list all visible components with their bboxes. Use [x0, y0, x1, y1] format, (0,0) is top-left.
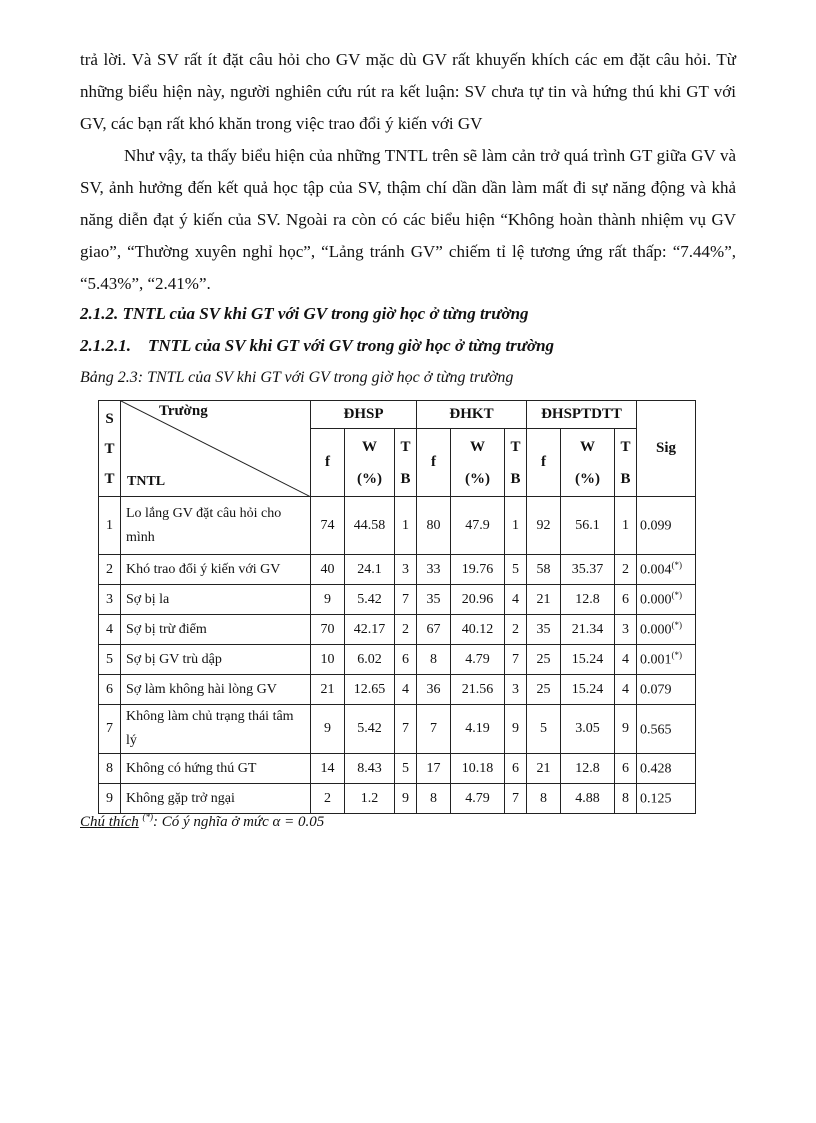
- paragraph-1: trả lời. Và SV rất ít đặt câu hỏi cho GV mặc dù GV rất khuyến khích các em đặt câu hỏi. Từ những biểu hiện này, người nghiên cứu rút ra kết luận: SV chưa tự tin và hứng thú khi GT với GV, các bạn rất khó khăn trong việc trao đổi ý kiến với GV: [80, 50, 736, 133]
- subsection-heading: [80, 336, 554, 356]
- barrier-label: Khó trao đổi ý kiến với GV: [121, 555, 311, 585]
- results-table: [98, 400, 696, 814]
- barrier-label: Sợ bị trừ điểm: [121, 615, 311, 645]
- row-number: 4: [99, 615, 121, 645]
- rank-cell: 7: [395, 585, 417, 615]
- barrier-label: Không có hứng thú GT: [121, 754, 311, 784]
- note-text: : Có ý nghĩa ở mức α = 0.05: [153, 814, 325, 830]
- rank-header: [615, 429, 637, 497]
- percent-cell: 6.02: [345, 645, 395, 675]
- barrier-label: Lo lắng GV đặt câu hỏi cho mình: [121, 497, 311, 555]
- rank-cell: 1: [615, 497, 637, 555]
- rank-header-line: T: [510, 438, 521, 455]
- table-row: [99, 754, 696, 784]
- rank-cell: 4: [395, 675, 417, 705]
- percent-cell: 21.56: [451, 675, 505, 705]
- sig-cell: [637, 675, 696, 705]
- rank-cell: 4: [615, 645, 637, 675]
- percent-cell: 19.76: [451, 555, 505, 585]
- rank-cell: 6: [615, 754, 637, 784]
- table-row: [99, 497, 696, 555]
- paragraph-2: Như vậy, ta thấy biểu hiện của những TNTL trên sẽ làm cản trở quá trình GT giữa GV và SV, ảnh hưởng đến kết quả học tập của SV, thậm chí dần dần làm mất đi sự năng động và khả năng diễn đạt ý kiến của SV. Ngoài ra còn có các biểu hiện “Không hoàn thành nhiệm vụ GV giao”, “Thường xuyên nghỉ học”, “Lảng tránh GV” chiếm tỉ lệ tương ứng rất thấp: “7.44%”, “5.43%”, “2.41%”.: [80, 146, 736, 293]
- freq-cell: 40: [311, 555, 345, 585]
- rank-cell: 2: [505, 615, 527, 645]
- rank-header-line: B: [620, 470, 631, 487]
- freq-cell: 74: [311, 497, 345, 555]
- corner-header: [121, 401, 311, 497]
- percent-cell: 40.12: [451, 615, 505, 645]
- percent-header: [561, 429, 615, 497]
- barrier-label: Sợ bị la: [121, 585, 311, 615]
- row-number: 9: [99, 784, 121, 814]
- sig-cell: [637, 645, 696, 675]
- row-number: 6: [99, 675, 121, 705]
- sig-cell: [637, 585, 696, 615]
- sig-cell: [637, 497, 696, 555]
- percent-cell: 3.05: [561, 705, 615, 754]
- sig-header: Sig: [637, 401, 696, 497]
- freq-cell: 7: [417, 705, 451, 754]
- rank-cell: 1: [395, 497, 417, 555]
- freq-header: f: [311, 429, 345, 497]
- subsection-title: TNTL của SV khi GT với GV trong giờ học ở từng trường: [148, 336, 555, 355]
- significance-mark: (*): [671, 590, 682, 601]
- row-number: 8: [99, 754, 121, 784]
- freq-cell: 17: [417, 754, 451, 784]
- table-row: [99, 555, 696, 585]
- corner-top-label: Trường: [159, 403, 208, 419]
- rank-header-line: T: [620, 438, 631, 455]
- rank-cell: 6: [615, 585, 637, 615]
- note-mark: (*): [142, 812, 153, 822]
- row-number: 7: [99, 705, 121, 754]
- percent-cell: 4.79: [451, 645, 505, 675]
- freq-cell: 10: [311, 645, 345, 675]
- percent-cell: 12.65: [345, 675, 395, 705]
- percent-cell: 10.18: [451, 754, 505, 784]
- percent-cell: 44.58: [345, 497, 395, 555]
- sig-value: 0.000: [640, 592, 672, 608]
- percent-cell: 4.79: [451, 784, 505, 814]
- sig-cell: [637, 555, 696, 585]
- rank-cell: 2: [615, 555, 637, 585]
- rank-cell: 4: [505, 585, 527, 615]
- freq-cell: 21: [527, 585, 561, 615]
- freq-cell: 80: [417, 497, 451, 555]
- freq-header: f: [527, 429, 561, 497]
- sig-value: 0.079: [640, 682, 672, 698]
- school-header: ĐHKT: [417, 401, 527, 429]
- sig-value: 0.004: [640, 562, 672, 578]
- freq-cell: 67: [417, 615, 451, 645]
- sig-value: 0.099: [640, 518, 672, 534]
- percent-cell: 15.24: [561, 675, 615, 705]
- subsection-number: 2.1.2.1.: [80, 336, 131, 355]
- significance-mark: (*): [671, 650, 682, 661]
- rank-cell: 6: [505, 754, 527, 784]
- rank-header: [505, 429, 527, 497]
- percent-cell: 15.24: [561, 645, 615, 675]
- freq-cell: 2: [311, 784, 345, 814]
- percent-cell: 47.9: [451, 497, 505, 555]
- row-number: 2: [99, 555, 121, 585]
- freq-cell: 8: [527, 784, 561, 814]
- school-header: ĐHSP: [311, 401, 417, 429]
- rank-cell: 9: [395, 784, 417, 814]
- freq-cell: 35: [417, 585, 451, 615]
- percent-cell: 12.8: [561, 754, 615, 784]
- sig-value: 0.001: [640, 652, 672, 668]
- rank-cell: 6: [395, 645, 417, 675]
- table-row: [99, 585, 696, 615]
- table-row: [99, 784, 696, 814]
- rank-header-line: T: [400, 438, 411, 455]
- freq-cell: 9: [311, 705, 345, 754]
- barrier-label: Sợ bị GV trù dập: [121, 645, 311, 675]
- school-header: ĐHSPTDTT: [527, 401, 637, 429]
- section-heading: 2.1.2. TNTL của SV khi GT với GV trong giờ học ở từng trường: [80, 304, 529, 323]
- barrier-label: Sợ làm không hài lòng GV: [121, 675, 311, 705]
- barrier-label: Không làm chủ trạng thái tâm lý: [121, 705, 311, 754]
- sig-cell: [637, 784, 696, 814]
- freq-cell: 21: [527, 754, 561, 784]
- percent-cell: 1.2: [345, 784, 395, 814]
- rank-cell: 5: [505, 555, 527, 585]
- freq-cell: 92: [527, 497, 561, 555]
- sig-value: 0.428: [640, 761, 672, 777]
- percent-cell: 20.96: [451, 585, 505, 615]
- percent-cell: 21.34: [561, 615, 615, 645]
- table-row: [99, 615, 696, 645]
- sig-value: 0.565: [640, 722, 672, 738]
- stt-letter: T: [104, 470, 115, 487]
- freq-cell: 35: [527, 615, 561, 645]
- percent-cell: 42.17: [345, 615, 395, 645]
- percent-cell: 4.19: [451, 705, 505, 754]
- rank-cell: 8: [615, 784, 637, 814]
- rank-cell: 3: [395, 555, 417, 585]
- freq-cell: 70: [311, 615, 345, 645]
- significance-mark: (*): [671, 560, 682, 571]
- rank-cell: 9: [615, 705, 637, 754]
- percent-header-line: W: [362, 438, 377, 455]
- row-number: 5: [99, 645, 121, 675]
- percent-cell: 24.1: [345, 555, 395, 585]
- percent-cell: 56.1: [561, 497, 615, 555]
- rank-cell: 2: [395, 615, 417, 645]
- rank-header: [395, 429, 417, 497]
- freq-cell: 33: [417, 555, 451, 585]
- barrier-label: Không gặp trở ngại: [121, 784, 311, 814]
- freq-cell: 8: [417, 645, 451, 675]
- rank-cell: 1: [505, 497, 527, 555]
- rank-cell: 4: [615, 675, 637, 705]
- table-row: [99, 705, 696, 754]
- freq-cell: 58: [527, 555, 561, 585]
- percent-header-line: W: [470, 438, 485, 455]
- percent-header: [451, 429, 505, 497]
- table-note: [80, 812, 324, 831]
- sig-cell: [637, 705, 696, 754]
- percent-header-line: W: [580, 438, 595, 455]
- stt-letter: T: [104, 440, 115, 457]
- sig-cell: [637, 754, 696, 784]
- percent-header: [345, 429, 395, 497]
- rank-cell: 7: [395, 705, 417, 754]
- rank-header-line: B: [400, 470, 411, 487]
- sig-value: 0.125: [640, 791, 672, 807]
- freq-cell: 25: [527, 645, 561, 675]
- stt-header: [99, 401, 121, 497]
- table-row: [99, 675, 696, 705]
- freq-cell: 14: [311, 754, 345, 784]
- significance-mark: (*): [671, 620, 682, 631]
- freq-cell: 36: [417, 675, 451, 705]
- percent-cell: 5.42: [345, 705, 395, 754]
- percent-cell: 35.37: [561, 555, 615, 585]
- stt-letter: S: [105, 410, 114, 427]
- freq-cell: 5: [527, 705, 561, 754]
- rank-cell: 9: [505, 705, 527, 754]
- freq-header: f: [417, 429, 451, 497]
- percent-header-unit: (%): [357, 470, 382, 487]
- freq-cell: 9: [311, 585, 345, 615]
- corner-bottom-label: TNTL: [127, 474, 166, 489]
- freq-cell: 21: [311, 675, 345, 705]
- sig-cell: [637, 615, 696, 645]
- sig-value: 0.000: [640, 622, 672, 638]
- rank-header-line: B: [510, 470, 521, 487]
- percent-cell: 12.8: [561, 585, 615, 615]
- percent-cell: 5.42: [345, 585, 395, 615]
- table-row: [99, 645, 696, 675]
- percent-cell: 8.43: [345, 754, 395, 784]
- percent-cell: 4.88: [561, 784, 615, 814]
- rank-cell: 7: [505, 645, 527, 675]
- rank-cell: 7: [505, 784, 527, 814]
- row-number: 1: [99, 497, 121, 555]
- rank-cell: 3: [505, 675, 527, 705]
- note-label: Chú thích: [80, 814, 139, 830]
- rank-cell: 3: [615, 615, 637, 645]
- table-caption: Bảng 2.3: TNTL của SV khi GT với GV trong giờ học ở từng trường: [80, 369, 514, 386]
- percent-header-unit: (%): [465, 470, 490, 487]
- row-number: 3: [99, 585, 121, 615]
- freq-cell: 8: [417, 784, 451, 814]
- freq-cell: 25: [527, 675, 561, 705]
- percent-header-unit: (%): [575, 470, 600, 487]
- rank-cell: 5: [395, 754, 417, 784]
